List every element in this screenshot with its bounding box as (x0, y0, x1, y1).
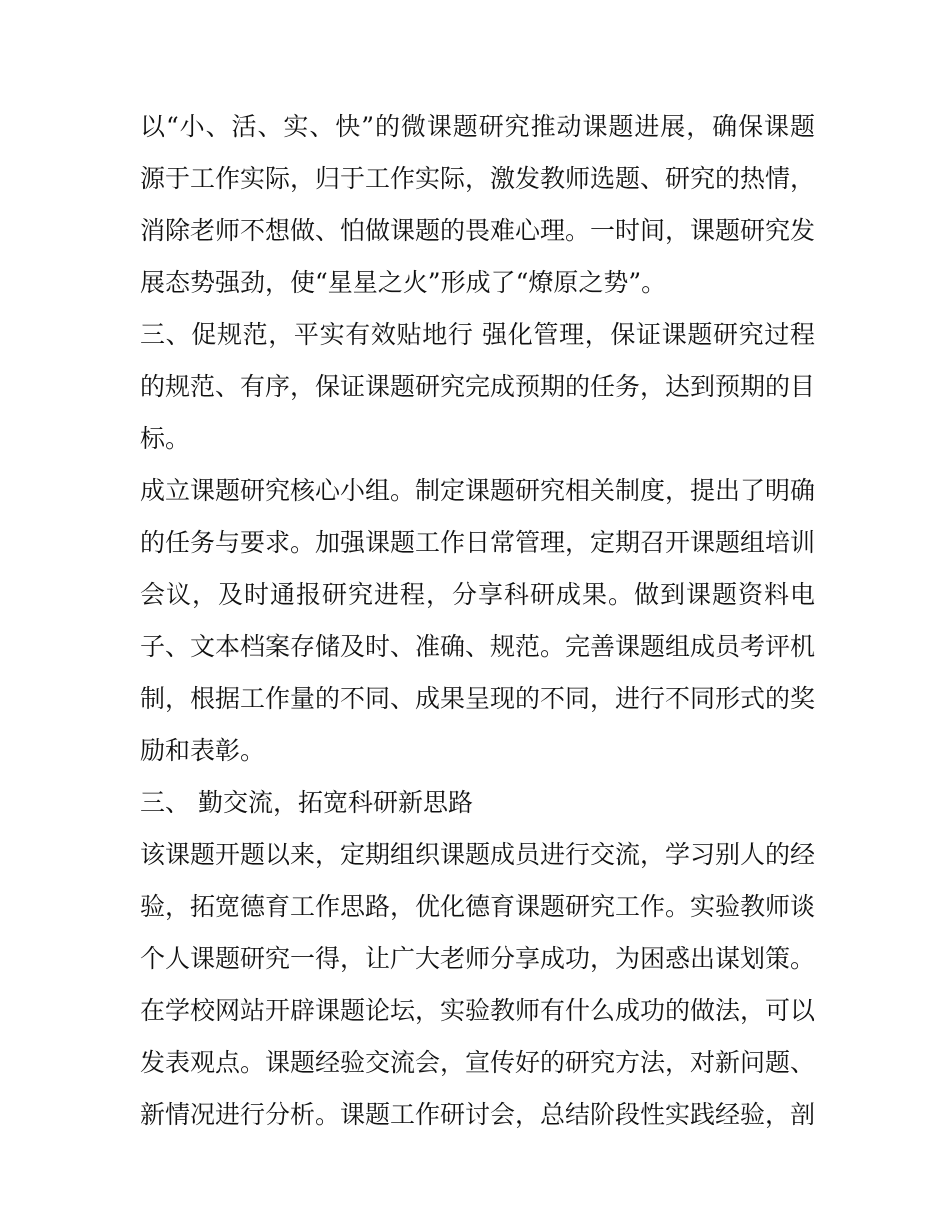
section-heading-standardize: 三、促规范，平实有效贴地行 强化管理，保证课题研究过程的规范、有序，保证课题研究完成预期的任务，达到预期的目标。 (140, 320, 816, 453)
paragraph-exchange: 该课题开题以来，定期组织课题成员进行交流，学习别人的经验，拓宽德育工作思路，优化德育课题研究工作。实验教师谈个人课题研究一得，让广大老师分享成功，为困惑出谋划策。在学校网站开辟课题论坛，实验教师有什么成功的做法，可以发表观点。课题经验交流会，宣传好的研究方法，对新问题、新情况进行分析。课题工作研讨会，总结阶段性实践经验，剖 (140, 840, 816, 1129)
paragraph-intro-continuation: 以“小、活、实、快”的微课题研究推动课题进展，确保课题源于工作实际，归于工作实际，激发教师选题、研究的热情，消除老师不想做、怕做课题的畏难心理。一时间，课题研究发展态势强劲，使“星星之火”形成了“燎原之势”。 (140, 112, 816, 297)
document-body (140, 101, 815, 1141)
paragraph-management: 成立课题研究核心小组。制定课题研究相关制度，提出了明确的任务与要求。加强课题工作日常管理，定期召开课题组培训会议，及时通报研究进程，分享科研成果。做到课题资料电子、文本档案存储及时、准确、规范。完善课题组成员考评机制，根据工作量的不同、成果呈现的不同，进行不同形式的奖励和表彰。 (140, 476, 816, 765)
section-heading-exchange: 三、 勤交流，拓宽科研新思路 (140, 788, 473, 817)
